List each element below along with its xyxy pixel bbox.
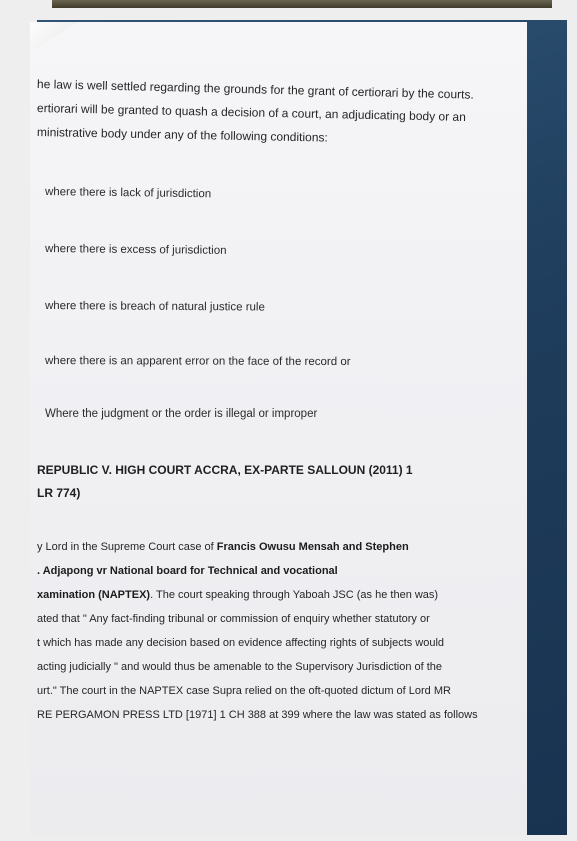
condition-item: where there is lack of jurisdiction: [44, 186, 212, 201]
paragraph-line-8: RE PERGAMON PRESS LTD [1971] 1 CH 388 at 399 where the law was stated as follows: [37, 709, 478, 721]
paragraph-text: y Lord in the Supreme Court case of: [37, 541, 217, 553]
document-page: [30, 22, 527, 835]
paragraph-line-7: urt." The court in the NAPTEX case Supra relied on the oft-quoted dictum of Lord MR: [37, 685, 451, 697]
paragraph-line-6: acting judicially " and would thus be amenable to the Supervisory Jurisdiction of the: [37, 661, 443, 673]
paragraph-line-3: [37, 589, 438, 601]
case-heading-line-2: LR 774): [37, 486, 81, 500]
condition-item: where there is an apparent error on the face of the record or: [44, 355, 351, 369]
case-name-bold: . Adjapong vr National board for Technical and vocational: [37, 565, 338, 577]
condition-item: where there is excess of jurisdiction: [44, 243, 227, 257]
paragraph-line-5: t which has made any decision based on evidence affecting rights of subjects would: [37, 637, 445, 649]
case-heading-line-1: REPUBLIC V. HIGH COURT ACCRA, EX-PARTE SALLOUN (2011) 1: [37, 463, 413, 477]
paragraph-line-4: ated that " Any fact-finding tribunal or commission of enquiry whether statutory or: [37, 613, 430, 625]
intro-line-3: ministrative body under any of the following conditions:: [36, 125, 328, 145]
condition-item: where there is breach of natural justice rule: [44, 300, 265, 314]
condition-item: Where the judgment or the order is illegal or improper: [45, 408, 318, 420]
paragraph-line-2: [37, 565, 338, 577]
folded-corner: [30, 22, 78, 52]
case-name-bold: Francis Owusu Mensah and Stephen: [216, 541, 409, 553]
paragraph-line-1: [37, 541, 409, 553]
paragraph-text: . The court speaking through Yaboah JSC (as he then was): [150, 589, 439, 601]
case-name-bold: xamination (NAPTEX): [37, 589, 151, 601]
intro-line-1: he law is well settled regarding the grounds for the grant of certiorari by the courts.: [36, 77, 474, 102]
top-edge-strip: [52, 0, 552, 8]
intro-line-2: ertiorari will be granted to quash a decision of a court, an adjudicating body or an: [36, 101, 466, 124]
